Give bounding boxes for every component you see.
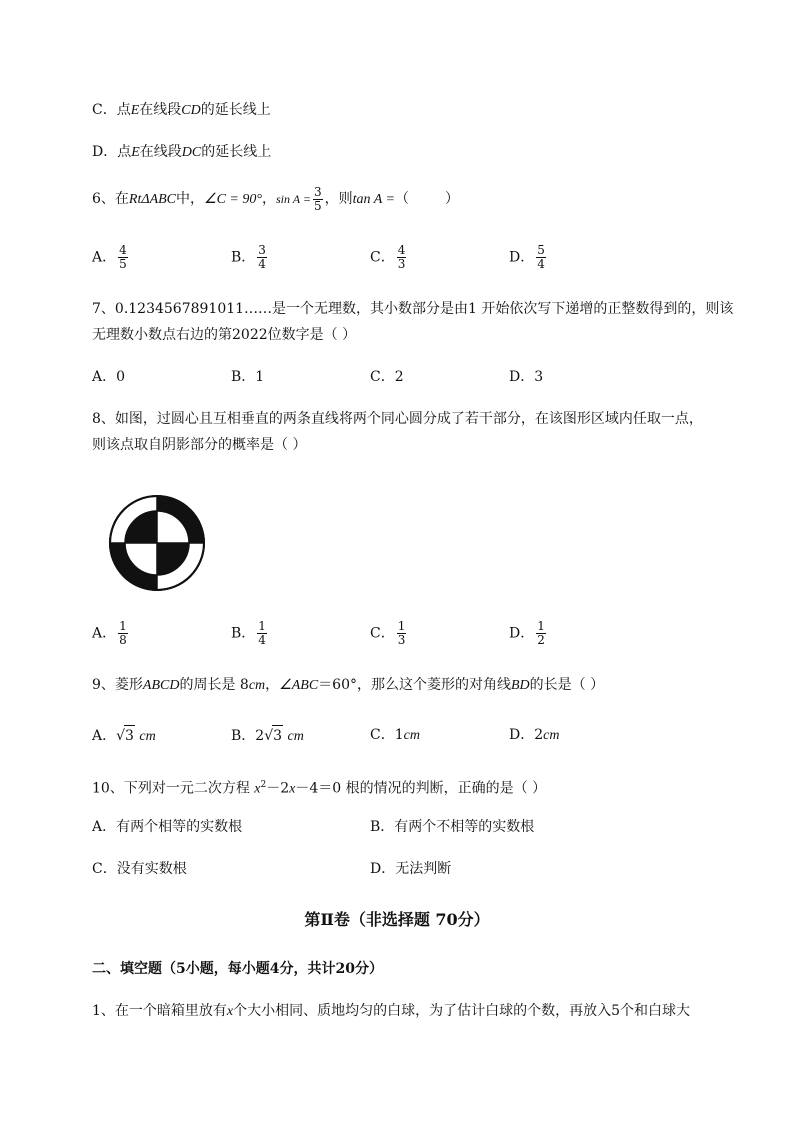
q7-stem-line2: 无理数小数点右边的第2022位数字是（ ）: [92, 327, 357, 343]
q7-option-d: D．3: [509, 369, 544, 385]
q8-option-d: D． $\frac{1}{2}$: [509, 619, 545, 647]
q9-stem: 9、菱形ABCD的周长是 8cm，∠ABC＝60°，那么这个菱形的对角线BD的长是（ ）: [92, 677, 605, 693]
q9-option-a: A．√3 cm: [92, 725, 156, 747]
q8-option-b: B． $\frac{1}{4}$: [231, 619, 266, 647]
q7-stem-line1: 7、0.1234567891011……是一个无理数，其小数部分是由1 开始依次写下递增的正整数得到的，则该: [92, 301, 734, 317]
q10-option-c: C．没有实数根: [92, 861, 187, 877]
q7-option-a: A．0: [92, 369, 126, 385]
part2-title: 第Ⅱ卷（非选择题 70分）: [304, 910, 490, 929]
q5-option-c: C．点E在线段CD的延长线上: [92, 102, 271, 118]
q6-option-d: D． $\frac{5}{4}$: [509, 243, 545, 271]
q8-stem-line1: 8、如图，过圆心且互相垂直的两条直线将两个同心圆分成了若干部分，在该图形区域内任取一点，: [92, 411, 703, 427]
fill-blank-section-heading: 二、填空题（5小题，每小题4分，共计20分）: [92, 961, 383, 977]
q10-option-a: A．有两个相等的实数根: [92, 819, 243, 835]
fill-blank-q1-stem: 1、在一个暗箱里放有x个大小相同、质地均匀的白球，为了估计白球的个数，再放入5个和白球大: [92, 1003, 691, 1019]
q6-option-b: B． $\frac{3}{4}$: [231, 243, 266, 271]
q5-option-d: D．点E在线段DC的延长线上: [92, 144, 272, 160]
q6-stem: 6、在RtΔABC中，∠C = 90°，sin A = $\frac{3}{5}$ ，则tan A =（ ）: [92, 184, 459, 213]
q9-option-d: D．2cm: [509, 727, 560, 743]
q10-stem: 10、下列对一元二次方程 $x^2-2x-4=0$ 根的情况的判断，正确的是（ ）: [92, 780, 547, 797]
q8-option-a: A． $\frac{1}{8}$: [92, 619, 127, 647]
q6-option-a: A． $\frac{4}{5}$: [92, 243, 127, 271]
q8-concentric-circles-figure: [108, 494, 206, 592]
q10-option-d: D．无法判断: [370, 861, 452, 877]
q6-option-c: C． $\frac{4}{3}$: [370, 243, 406, 271]
q9-option-c: C．1cm: [370, 727, 420, 743]
sqrt-sign: √: [116, 728, 126, 744]
sqrt-sign: √: [264, 728, 274, 744]
q7-option-c: C．2: [370, 369, 404, 385]
q7-option-b: B．1: [231, 369, 265, 385]
q9-option-b: B．2√3 cm: [231, 725, 304, 747]
q8-stem-line2: 则该点取自阴影部分的概率是（ ）: [92, 437, 307, 453]
q8-option-c: C． $\frac{1}{3}$: [370, 619, 406, 647]
q6-sin-fraction: $\frac{3}{5}$: [313, 184, 322, 213]
q10-option-b: B．有两个不相等的实数根: [370, 819, 535, 835]
